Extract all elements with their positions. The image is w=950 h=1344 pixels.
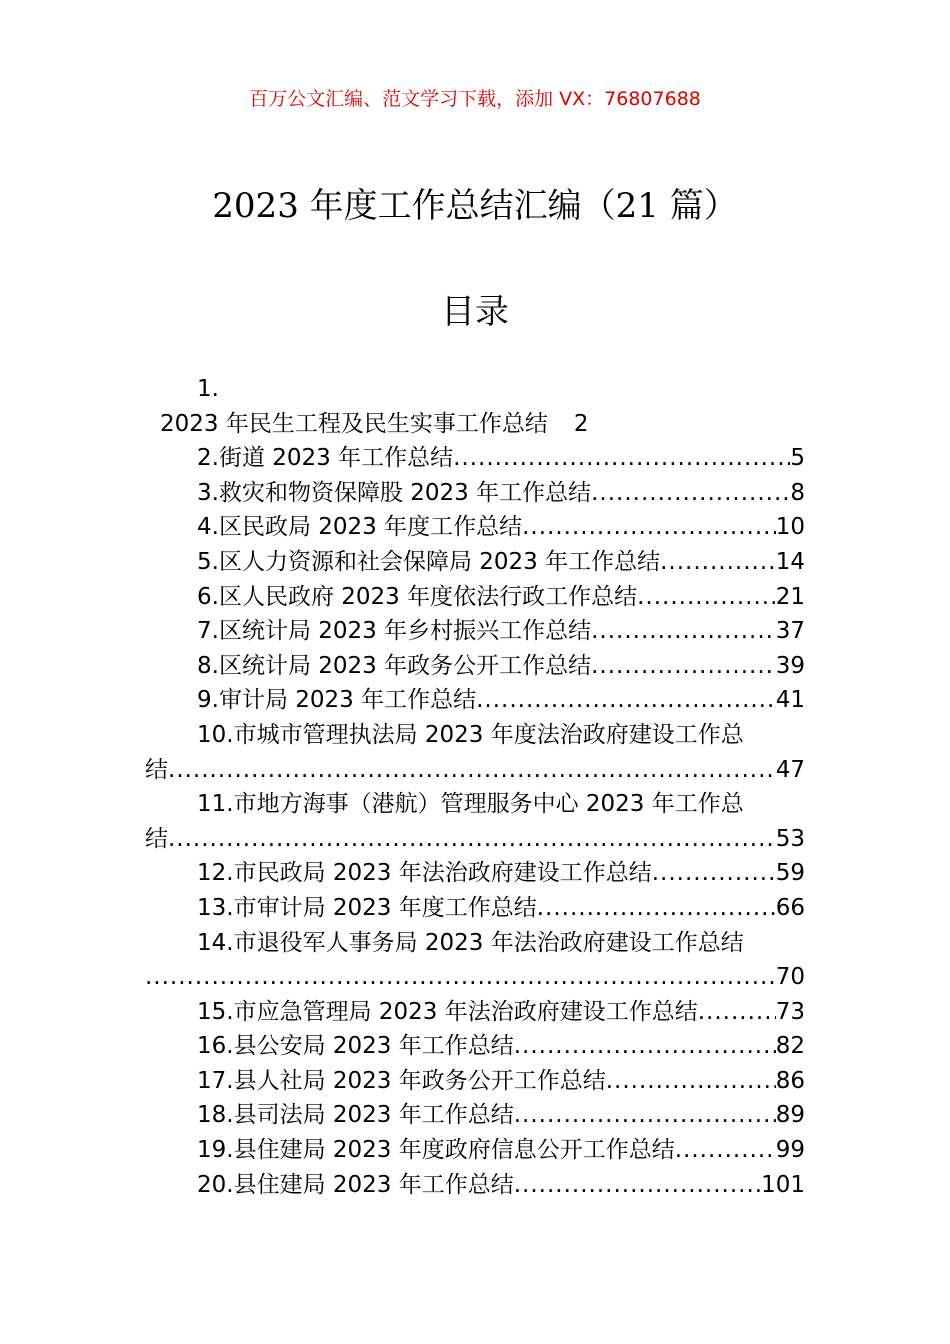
toc-entry-4[interactable] xyxy=(145,510,805,545)
toc-entry-page: 5 xyxy=(790,445,805,472)
toc-entry-text-continued: 结 xyxy=(145,756,168,783)
toc-leader xyxy=(168,822,776,857)
toc-entry-page: 47 xyxy=(775,756,805,783)
table-of-contents xyxy=(145,372,805,1202)
toc-leader xyxy=(591,614,776,649)
toc-entry-text: 区民政局 2023 年度工作总结 xyxy=(218,514,523,541)
toc-entry-number: 9. xyxy=(197,687,219,714)
toc-entry-11[interactable] xyxy=(145,787,805,822)
toc-entry-number: 14. xyxy=(197,929,234,956)
toc-entry-page: 21 xyxy=(775,583,805,610)
toc-leader xyxy=(591,649,776,684)
toc-leader xyxy=(637,580,776,615)
toc-entry-page: 82 xyxy=(775,1033,805,1060)
toc-entry-12[interactable] xyxy=(145,856,805,891)
toc-entry-3[interactable] xyxy=(145,476,805,511)
toc-entry-15[interactable] xyxy=(145,995,805,1030)
toc-entry-text: 县人社局 2023 年政务公开工作总结 xyxy=(233,1067,606,1094)
toc-entry-page: 70 xyxy=(775,964,805,991)
toc-entry-14-continued[interactable] xyxy=(145,960,805,995)
toc-entry-16[interactable] xyxy=(145,1029,805,1064)
toc-leader xyxy=(453,441,790,476)
toc-entry-number: 17. xyxy=(197,1067,234,1094)
toc-entry-page: 66 xyxy=(775,894,805,921)
toc-entry-text: 县住建局 2023 年度政府信息公开工作总结 xyxy=(233,1137,675,1164)
toc-entry-8[interactable] xyxy=(145,649,805,684)
watermark-text: 百万公文汇编、范文学习下载，添加 VX：76807688 xyxy=(249,88,701,110)
toc-leader xyxy=(606,1064,776,1099)
toc-leader xyxy=(591,476,790,511)
toc-entry-text: 区人力资源和社会保障局 2023 年工作总结 xyxy=(218,548,661,575)
toc-leader xyxy=(660,545,776,580)
toc-entry-number: 8. xyxy=(197,652,219,679)
toc-entry-text: 区统计局 2023 年乡村振兴工作总结 xyxy=(218,618,592,645)
toc-entry-page: 53 xyxy=(775,825,805,852)
toc-leader xyxy=(652,856,776,891)
toc-entry-text: 市民政局 2023 年法治政府建设工作总结 xyxy=(233,860,652,887)
toc-entry-page: 41 xyxy=(775,687,805,714)
toc-entry-page: 14 xyxy=(775,548,805,575)
toc-leader xyxy=(145,960,776,995)
toc-entry-17[interactable] xyxy=(145,1064,805,1099)
toc-entry-page: 2 xyxy=(573,410,589,437)
toc-entry-text: 县住建局 2023 年工作总结 xyxy=(233,1171,514,1198)
toc-entry-20[interactable] xyxy=(145,1168,805,1203)
toc-entry-number: 19. xyxy=(197,1137,234,1164)
toc-entry-text: 市应急管理局 2023 年法治政府建设工作总结 xyxy=(233,998,698,1025)
toc-entry-number: 12. xyxy=(197,860,234,887)
toc-leader xyxy=(522,510,776,545)
toc-entry-7[interactable] xyxy=(145,614,805,649)
toc-entry-text: 县公安局 2023 年工作总结 xyxy=(233,1033,514,1060)
toc-entry-text: 区统计局 2023 年政务公开工作总结 xyxy=(218,652,592,679)
toc-entry-text-continued: 结 xyxy=(145,825,168,852)
toc-entry-9[interactable] xyxy=(145,683,805,718)
toc-entry-text: 市地方海事（港航）管理服务中心 2023 年工作总 xyxy=(233,791,744,818)
toc-entry-text: 区人民政府 2023 年度依法行政工作总结 xyxy=(218,583,638,610)
toc-entry-10[interactable] xyxy=(145,718,805,753)
toc-entry-number: 11. xyxy=(197,791,234,818)
toc-leader xyxy=(537,891,776,926)
toc-entry-number: 20. xyxy=(197,1171,234,1198)
toc-entry-page: 59 xyxy=(775,860,805,887)
toc-entry-10-continued[interactable] xyxy=(145,753,805,788)
toc-entry-18[interactable] xyxy=(145,1098,805,1133)
toc-entry-text: 街道 2023 年工作总结 xyxy=(218,445,454,472)
toc-entry-text: 2023 年民生工程及民生实事工作总结 xyxy=(160,410,548,437)
toc-entry-text: 市退役军人事务局 2023 年法治政府建设工作总结 xyxy=(233,929,744,956)
toc-heading: 目录 xyxy=(441,292,509,332)
toc-entry-11-continued[interactable] xyxy=(145,822,805,857)
toc-entry-page: 8 xyxy=(790,479,805,506)
toc-entry-number: 5. xyxy=(197,548,219,575)
toc-entry-2[interactable] xyxy=(145,441,805,476)
toc-entry-text: 市城市管理执法局 2023 年度法治政府建设工作总 xyxy=(233,721,744,748)
toc-entry-number: 4. xyxy=(197,514,219,541)
toc-entry-6[interactable] xyxy=(145,580,805,615)
toc-entry-13[interactable] xyxy=(145,891,805,926)
toc-entry-5[interactable] xyxy=(145,545,805,580)
toc-leader xyxy=(514,1168,761,1203)
toc-leader xyxy=(698,995,776,1030)
toc-entry-1[interactable] xyxy=(145,407,805,442)
toc-entry-number: 2. xyxy=(197,445,219,472)
toc-entry-page: 99 xyxy=(775,1137,805,1164)
toc-entry-19[interactable] xyxy=(145,1133,805,1168)
toc-entry-page: 86 xyxy=(775,1067,805,1094)
toc-entry-number: 7. xyxy=(197,618,219,645)
toc-entry-number: 10. xyxy=(197,721,234,748)
toc-entry-number: 6. xyxy=(197,583,219,610)
toc-entry-number: 3. xyxy=(197,479,219,506)
toc-leader xyxy=(514,1029,776,1064)
document-title: 2023 年度工作总结汇编（21 篇） xyxy=(212,186,738,226)
toc-entry-number: 18. xyxy=(197,1102,234,1129)
toc-entry-page: 39 xyxy=(775,652,805,679)
toc-entry-page: 73 xyxy=(775,998,805,1025)
toc-entry-text: 审计局 2023 年工作总结 xyxy=(218,687,477,714)
toc-entry-1-number[interactable]: 1. xyxy=(197,376,219,402)
toc-entry-text: 救灾和物资保障股 2023 年工作总结 xyxy=(218,479,592,506)
toc-entry-number: 15. xyxy=(197,998,234,1025)
toc-entry-page: 89 xyxy=(775,1102,805,1129)
toc-entry-number: 13. xyxy=(197,894,234,921)
toc-entry-text: 县司法局 2023 年工作总结 xyxy=(233,1102,514,1129)
toc-leader xyxy=(675,1133,776,1168)
toc-leader xyxy=(168,753,776,788)
toc-entry-text: 市审计局 2023 年度工作总结 xyxy=(233,894,537,921)
toc-entry-number: 16. xyxy=(197,1033,234,1060)
toc-leader xyxy=(514,1098,776,1133)
toc-entry-page: 10 xyxy=(775,514,805,541)
toc-entry-page: 37 xyxy=(775,618,805,645)
toc-leader xyxy=(476,683,776,718)
toc-entry-14[interactable] xyxy=(145,926,805,961)
toc-entry-page: 101 xyxy=(761,1171,805,1198)
